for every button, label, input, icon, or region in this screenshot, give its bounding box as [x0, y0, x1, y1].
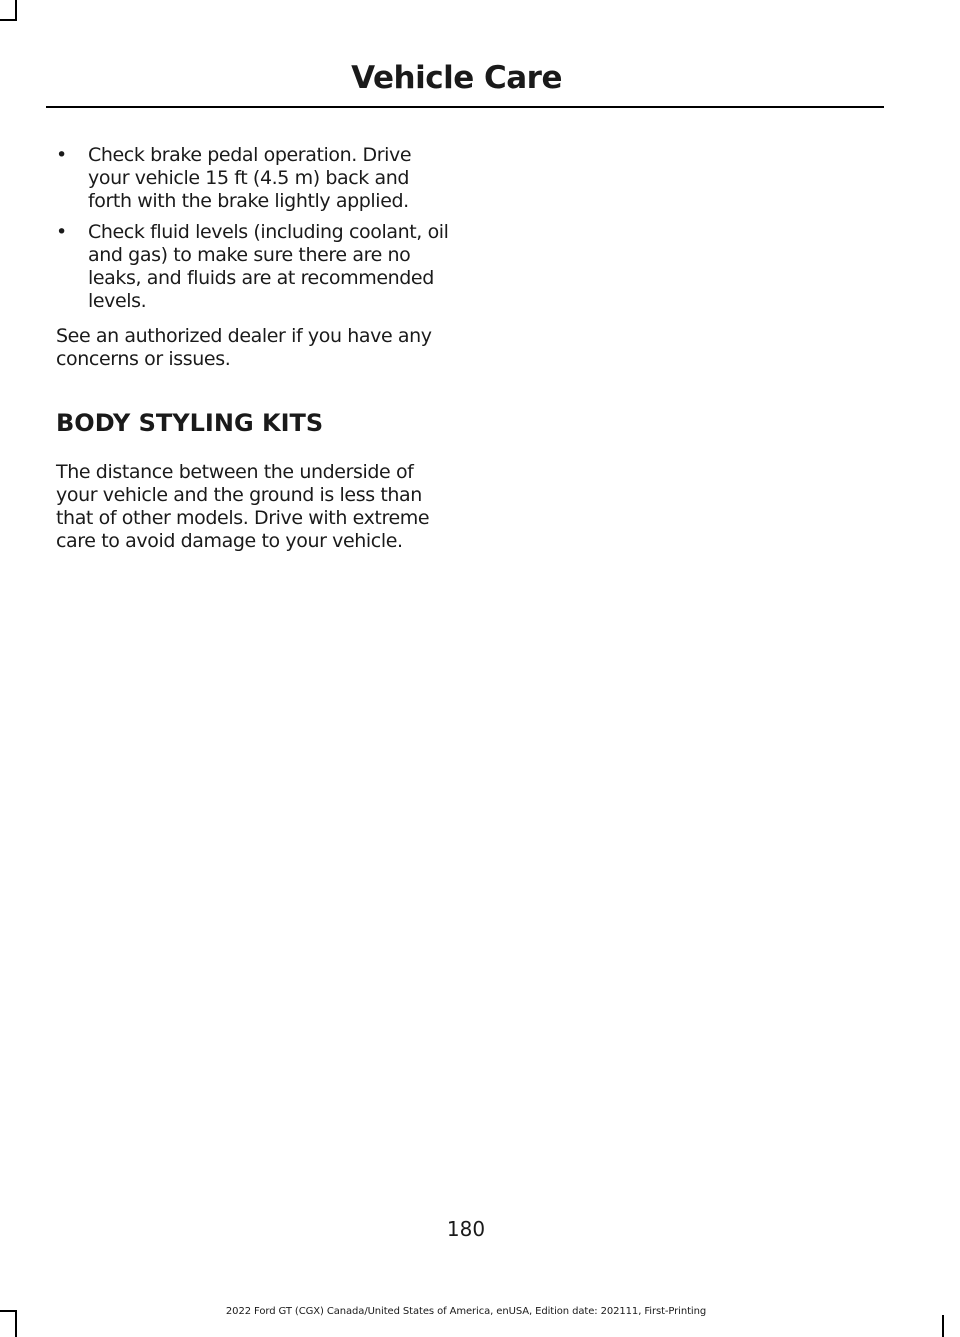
main-content: [56, 144, 456, 553]
page-number: 180: [446, 1217, 486, 1241]
list-item: [56, 144, 456, 213]
bullet-mark: •: [56, 221, 67, 243]
header-rule: [46, 106, 884, 108]
crop-mark-top-left-vertical: [15, 0, 17, 20]
dealer-note: See an authorized dealer if you have any concerns or issues.: [56, 325, 432, 370]
crop-mark-top-left-horizontal: [0, 19, 17, 21]
bullet-list: [56, 144, 456, 313]
section-heading: BODY STYLING KITS: [56, 409, 324, 437]
footer-edition-text: 2022 Ford GT (CGX) Canada/United States of America, enUSA, Edition date: 202111, First-Printing: [225, 1306, 707, 1317]
list-item: [56, 221, 456, 313]
crop-mark-bottom-right-vertical: [942, 1315, 944, 1337]
list-item-text: Check brake pedal operation. Drive your vehicle 15 ft (4.5 m) back and forth with the brake lightly applied.: [88, 144, 412, 212]
page-header-title: Vehicle Care: [351, 60, 562, 96]
section-body: The distance between the underside of your vehicle and the ground is less than that of other models. Drive with extreme care to avoid damage to your vehicle.: [56, 461, 430, 552]
list-item-text: Check fluid levels (including coolant, oil and gas) to make sure there are no leaks, and fluids are at recommended levels.: [88, 221, 449, 312]
bullet-mark: •: [56, 144, 67, 166]
